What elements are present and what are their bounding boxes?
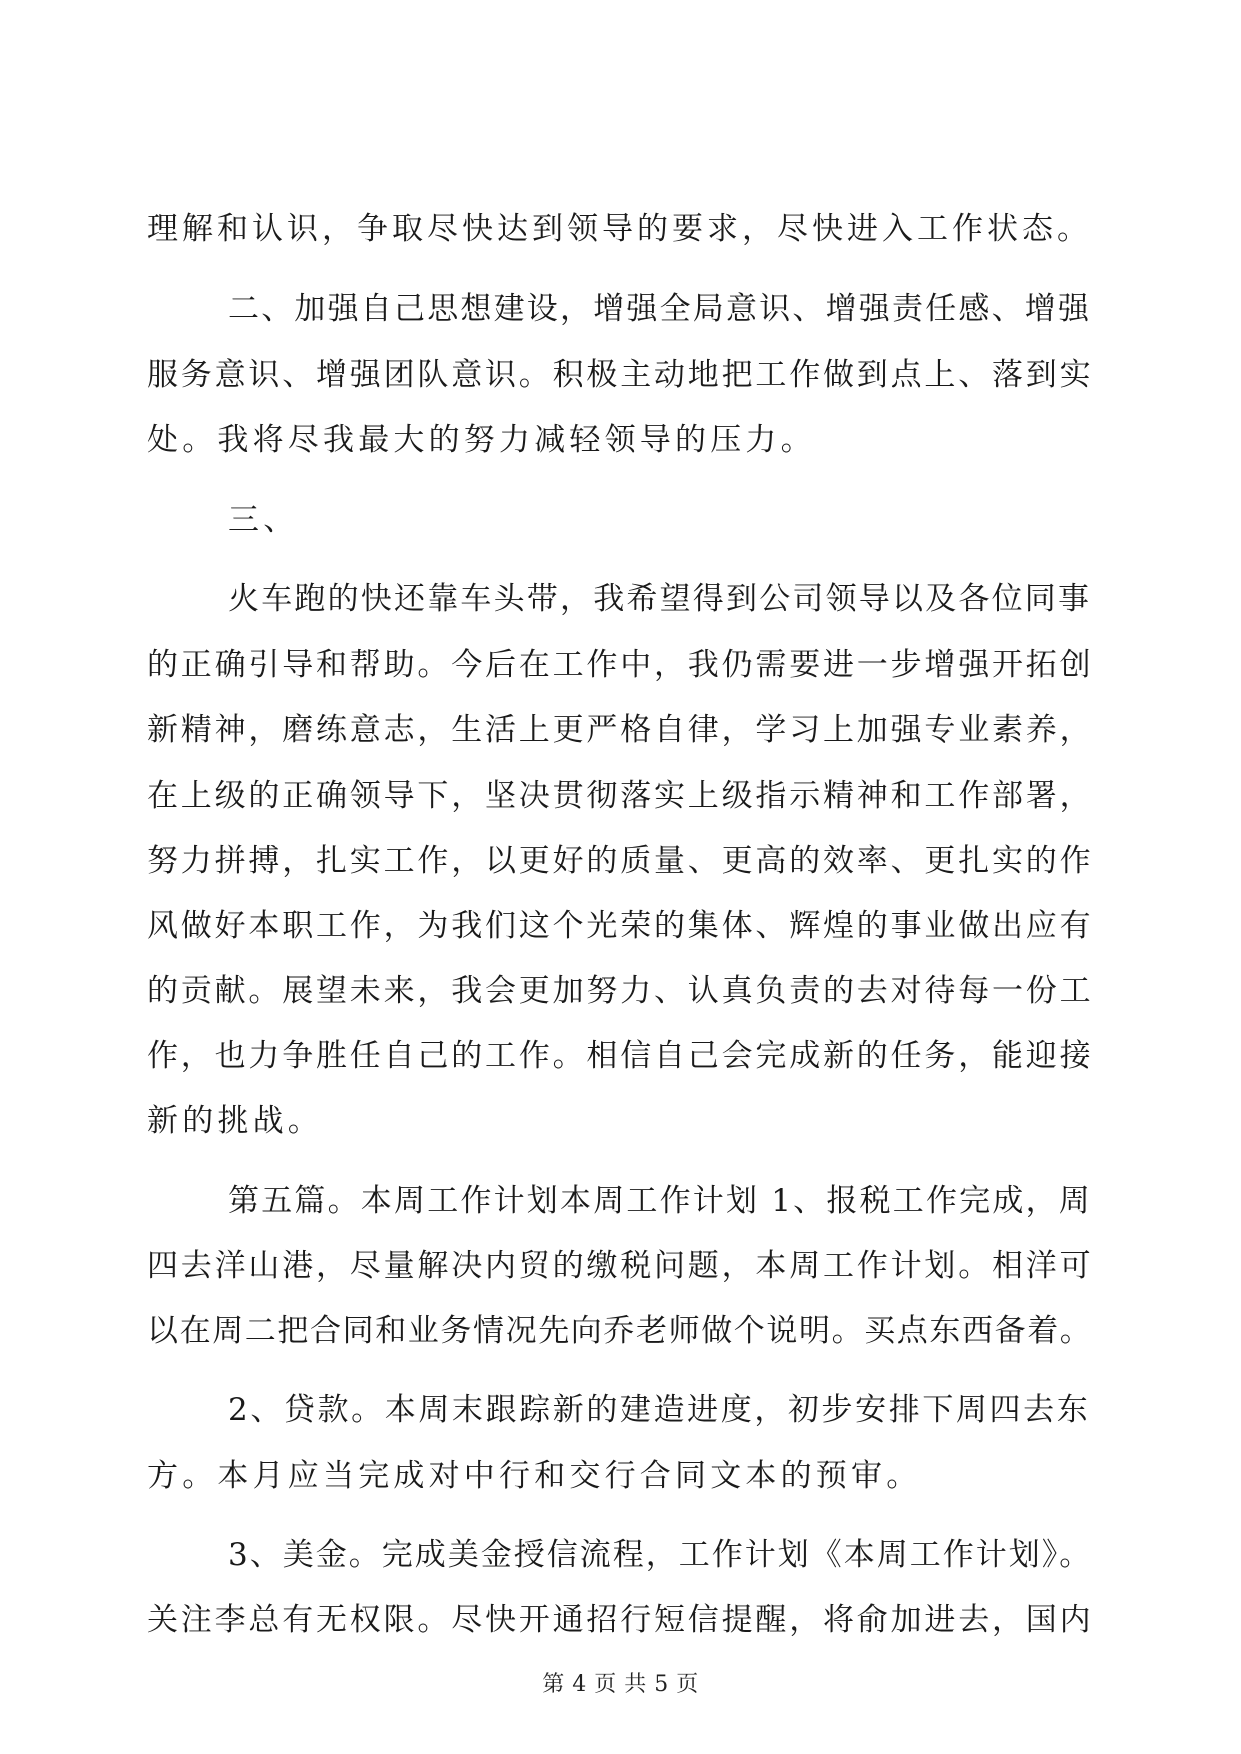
body-text-line: 第五篇。本周工作计划本周工作计划 1、报税工作完成，周 bbox=[228, 1183, 1092, 1219]
body-text-line: 处。我将尽我最大的努力减轻领导的压力。 bbox=[147, 422, 816, 458]
body-text-line: 二、加强自己思想建设，增强全局意识、增强责任感、增强 bbox=[228, 291, 1092, 327]
body-text-line: 努力拼搏，扎实工作，以更好的质量、更高的效率、更扎实的作 bbox=[147, 843, 1094, 879]
body-text-line: 以在周二把合同和业务情况先向乔老师做个说明。买点东西备着。 bbox=[147, 1313, 1093, 1349]
body-text-line: 四去洋山港，尽量解决内贸的缴税问题，本周工作计划。相洋可 bbox=[147, 1248, 1094, 1284]
body-text-line: 方。本月应当完成对中行和交行合同文本的预审。 bbox=[147, 1458, 922, 1494]
body-text-line: 作，也力争胜任自己的工作。相信自己会完成新的任务，能迎接 bbox=[147, 1038, 1094, 1074]
body-text-line: 的正确引导和帮助。今后在工作中，我仍需要进一步增强开拓创 bbox=[147, 647, 1094, 683]
body-text-line: 火车跑的快还靠车头带，我希望得到公司领导以及各位同事 bbox=[228, 581, 1092, 617]
body-text-line: 2、贷款。本周末跟踪新的建造进度，初步安排下周四去东 bbox=[228, 1392, 1091, 1428]
body-text-line: 3、美金。完成美金授信流程，工作计划《本周工作计划》。 bbox=[228, 1537, 1093, 1573]
body-text-line: 新精神，磨练意志，生活上更严格自律，学习上加强专业素养， bbox=[147, 712, 1094, 748]
body-text-line: 理解和认识，争取尽快达到领导的要求，尽快进入工作状态。 bbox=[147, 211, 1092, 247]
body-text-line: 三、 bbox=[228, 502, 299, 538]
body-text-line: 服务意识、增强团队意识。积极主动地把工作做到点上、落到实 bbox=[147, 357, 1094, 393]
body-text-line: 风做好本职工作，为我们这个光荣的集体、辉煌的事业做出应有 bbox=[147, 908, 1094, 944]
body-text-line: 的贡献。展望未来，我会更加努力、认真负责的去对待每一份工 bbox=[147, 973, 1094, 1009]
body-text-line: 新的挑战。 bbox=[147, 1103, 323, 1139]
body-text-line: 在上级的正确领导下，坚决贯彻落实上级指示精神和工作部署， bbox=[147, 778, 1094, 814]
page-number-footer: 第 4 页 共 5 页 bbox=[542, 1672, 699, 1697]
body-text-line: 关注李总有无权限。尽快开通招行短信提醒，将俞加进去，国内 bbox=[147, 1602, 1094, 1638]
